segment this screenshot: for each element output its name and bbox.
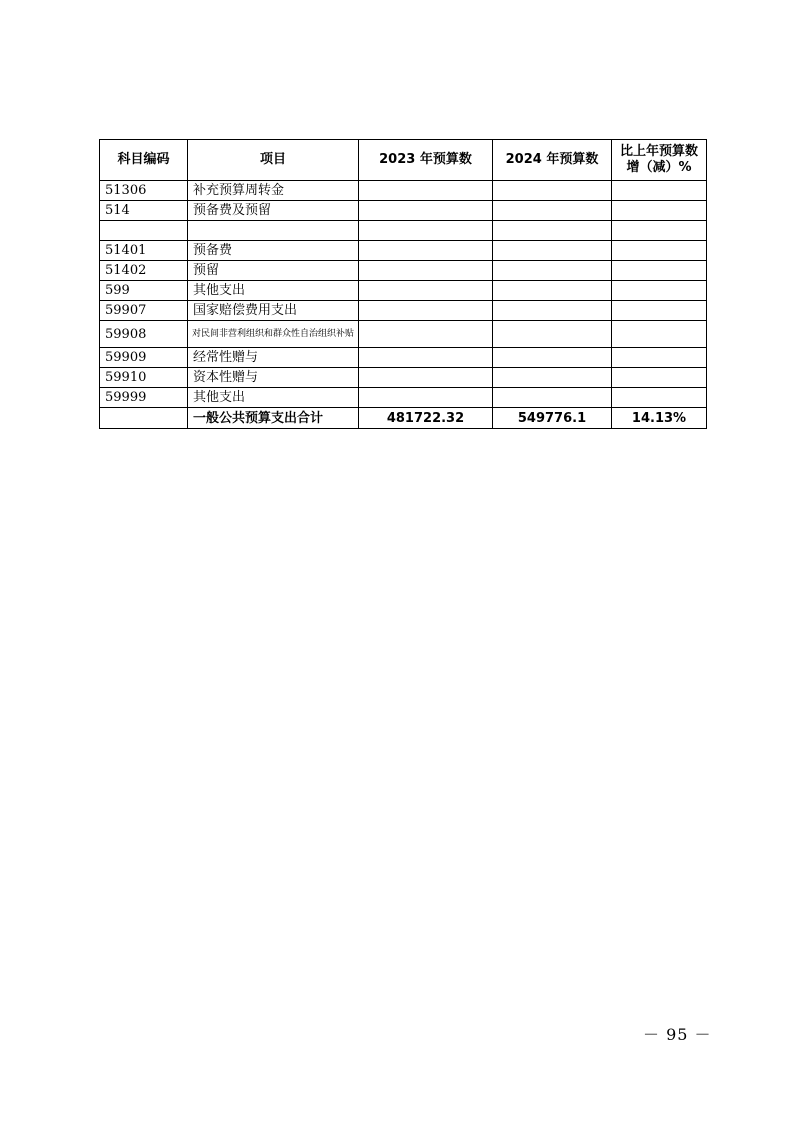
row-item: 预留 bbox=[188, 261, 359, 281]
row-2023 bbox=[359, 181, 493, 201]
row-2024 bbox=[493, 348, 612, 368]
row-2023 bbox=[359, 221, 493, 241]
row-code: 51306 bbox=[100, 181, 188, 201]
row-item: 资本性赠与 bbox=[188, 368, 359, 388]
row-code: 514 bbox=[100, 201, 188, 221]
row-item: 经常性赠与 bbox=[188, 348, 359, 368]
row-2024 bbox=[493, 221, 612, 241]
row-code: 59910 bbox=[100, 368, 188, 388]
row-2024 bbox=[493, 321, 612, 348]
row-2024 bbox=[493, 201, 612, 221]
header-row bbox=[100, 140, 707, 181]
total-2023: 481722.32 bbox=[359, 408, 493, 429]
row-code: 59909 bbox=[100, 348, 188, 368]
table-header bbox=[100, 140, 707, 181]
row-code: 59907 bbox=[100, 301, 188, 321]
row-code bbox=[100, 221, 188, 241]
header-item: 项目 bbox=[188, 140, 359, 181]
row-code: 51401 bbox=[100, 241, 188, 261]
row-change bbox=[612, 388, 707, 408]
row-2023 bbox=[359, 321, 493, 348]
row-change bbox=[612, 221, 707, 241]
table-row bbox=[100, 321, 707, 348]
header-2023-budget: 2023 年预算数 bbox=[359, 140, 493, 181]
row-change bbox=[612, 181, 707, 201]
row-2024 bbox=[493, 281, 612, 301]
total-label: 一般公共预算支出合计 bbox=[188, 408, 359, 429]
row-2023 bbox=[359, 348, 493, 368]
table-row bbox=[100, 388, 707, 408]
total-row bbox=[100, 408, 707, 429]
row-2024 bbox=[493, 301, 612, 321]
row-item: 对民间非营利组织和群众性自治组织补贴 bbox=[188, 321, 359, 348]
row-2023 bbox=[359, 388, 493, 408]
row-item: 其他支出 bbox=[188, 388, 359, 408]
table-row bbox=[100, 368, 707, 388]
row-2023 bbox=[359, 201, 493, 221]
row-item: 预备费及预留 bbox=[188, 201, 359, 221]
header-change-percent: 比上年预算数增（减）% bbox=[612, 140, 707, 181]
row-change bbox=[612, 241, 707, 261]
header-code: 科目编码 bbox=[100, 140, 188, 181]
row-item bbox=[188, 221, 359, 241]
row-2024 bbox=[493, 261, 612, 281]
table-row bbox=[100, 301, 707, 321]
budget-table bbox=[99, 139, 707, 429]
row-2023 bbox=[359, 241, 493, 261]
row-item: 国家赔偿费用支出 bbox=[188, 301, 359, 321]
table-row bbox=[100, 221, 707, 241]
row-change bbox=[612, 201, 707, 221]
row-item: 其他支出 bbox=[188, 281, 359, 301]
page-number: － 95 － bbox=[643, 1025, 712, 1044]
row-code: 59999 bbox=[100, 388, 188, 408]
row-2024 bbox=[493, 241, 612, 261]
row-2023 bbox=[359, 261, 493, 281]
row-change bbox=[612, 281, 707, 301]
row-change bbox=[612, 301, 707, 321]
header-2024-budget: 2024 年预算数 bbox=[493, 140, 612, 181]
row-2024 bbox=[493, 388, 612, 408]
row-2023 bbox=[359, 301, 493, 321]
table-row bbox=[100, 348, 707, 368]
row-2023 bbox=[359, 368, 493, 388]
row-item: 预备费 bbox=[188, 241, 359, 261]
row-item: 补充预算周转金 bbox=[188, 181, 359, 201]
table-body bbox=[100, 181, 707, 429]
row-2023 bbox=[359, 281, 493, 301]
table-row bbox=[100, 241, 707, 261]
row-code: 51402 bbox=[100, 261, 188, 281]
table-row bbox=[100, 181, 707, 201]
row-code: 59908 bbox=[100, 321, 188, 348]
total-code bbox=[100, 408, 188, 429]
table-row bbox=[100, 201, 707, 221]
row-change bbox=[612, 368, 707, 388]
row-change bbox=[612, 348, 707, 368]
table-row bbox=[100, 281, 707, 301]
total-change: 14.13% bbox=[612, 408, 707, 429]
row-code: 599 bbox=[100, 281, 188, 301]
table-row bbox=[100, 261, 707, 281]
row-2024 bbox=[493, 181, 612, 201]
total-2024: 549776.1 bbox=[493, 408, 612, 429]
row-change bbox=[612, 321, 707, 348]
row-2024 bbox=[493, 368, 612, 388]
row-change bbox=[612, 261, 707, 281]
